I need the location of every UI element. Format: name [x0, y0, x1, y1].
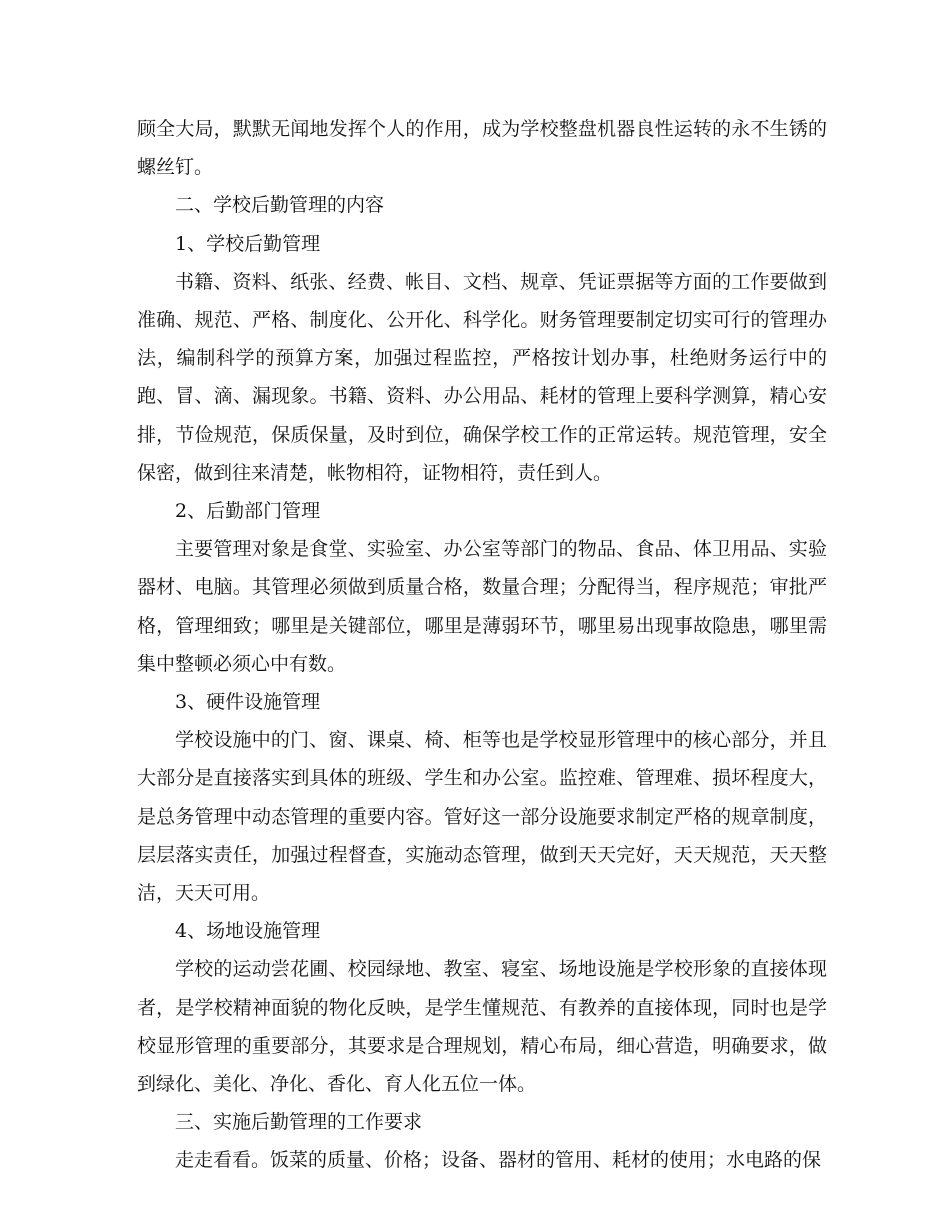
section-heading-content: 二、学校后勤管理的内容	[175, 194, 385, 217]
paragraph-logistics: 书籍、资料、纸张、经费、帐目、文档、规章、凭证票据等方面的工作要做到准确、规范、严格、制度化、公开化、科学化。财务管理要制定切实可行的管理办法，编制科学的预算方案，加强过程监控，严格按计划办事，杜绝财务运行中的跑、冒、滴、漏现象。书籍、资料、办公用品、耗材的管理上要科学测算，精心安排，节俭规范，保质保量，及时到位，确保学校工作的正常运转。规范管理，安全保密，做到往来清楚，帐物相符，证物相符，责任到人。	[137, 270, 827, 484]
subheading-departments: 2、后勤部门管理	[175, 500, 321, 523]
subheading-logistics: 1、学校后勤管理	[175, 232, 321, 255]
section-heading-requirements: 三、实施后勤管理的工作要求	[175, 1111, 423, 1134]
subheading-grounds: 4、场地设施管理	[175, 920, 321, 943]
document-body	[137, 110, 827, 1180]
paragraph-hardware: 学校设施中的门、窗、课桌、椅、柜等也是学校显形管理中的核心部分，并且大部分是直接落实到具体的班级、学生和办公室。监控难、管理难、损坏程度大，是总务管理中动态管理的重要内容。管好这一部分设施要求制定严格的规章制度，层层落实责任，加强过程督查，实施动态管理，做到天天完好，天天规范，天天整洁，天天可用。	[137, 729, 827, 905]
paragraph-requirements: 走走看看。饭菜的质量、价格；设备、器材的管用、耗材的使用；水电路的保	[175, 1149, 822, 1172]
paragraph-grounds: 学校的运动尝花圃、校园绿地、教室、寝室、场地设施是学校形象的直接体现者，是学校精神面貌的物化反映，是学生懂规范、有教养的直接体现，同时也是学校显形管理的重要部分，其要求是合理规划，精心布局，细心营造，明确要求，做到绿化、美化、净化、香化、育人化五位一体。	[137, 958, 827, 1096]
subheading-hardware: 3、硬件设施管理	[175, 691, 321, 714]
paragraph-departments: 主要管理对象是食堂、实验室、办公室等部门的物品、食品、体卫用品、实验器材、电脑。其管理必须做到质量合格，数量合理；分配得当，程序规范；审批严格，管理细致；哪里是关键部位，哪里是薄弱环节，哪里易出现事故隐患，哪里需集中整顿必须心中有数。	[137, 538, 827, 675]
paragraph-continuation: 顾全大局，默默无闻地发挥个人的作用，成为学校整盘机器良性运转的永不生锈的螺丝钉。	[137, 118, 827, 179]
